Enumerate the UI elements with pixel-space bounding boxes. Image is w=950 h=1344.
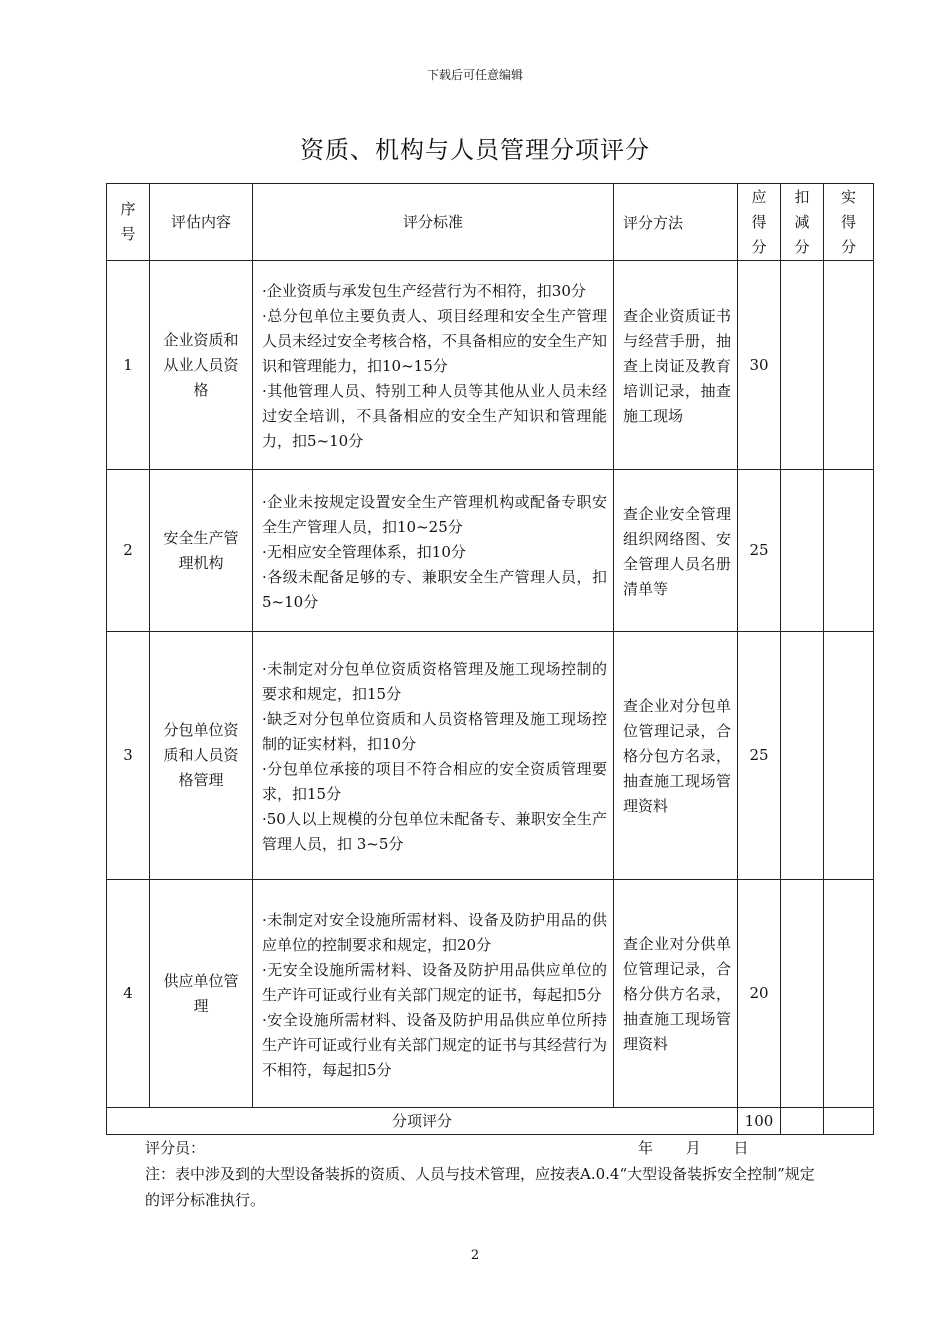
- row-content: 企业资质和从业人员资格: [150, 261, 253, 470]
- total-deduct[interactable]: [781, 1108, 824, 1135]
- row-criteria: [253, 880, 614, 1108]
- row-actual[interactable]: [824, 470, 874, 632]
- row-actual[interactable]: [824, 632, 874, 880]
- table-row: [107, 470, 874, 632]
- row-no: 3: [107, 632, 150, 880]
- rater-label: 评分员：: [145, 1139, 206, 1157]
- row-criteria: [253, 632, 614, 880]
- header-note: 下载后可任意编辑: [426, 68, 523, 82]
- criteria-item: ·无安全设施所需材料、设备及防护用品供应单位的生产许可证或行业有关部门规定的证书，每起扣5分: [262, 960, 607, 1004]
- criteria-item: ·企业未按规定设置安全生产管理机构或配备专职安全生产管理人员，扣10~25分: [262, 492, 607, 536]
- row-method: 查企业安全管理组织网络图、安全管理人员名册清单等: [614, 470, 738, 632]
- page-title: 资质、机构与人员管理分项评分: [300, 136, 650, 164]
- row-content: 供应单位管理: [150, 880, 253, 1108]
- total-actual[interactable]: [824, 1108, 874, 1135]
- table-row: [107, 261, 874, 470]
- table-header-row: [107, 184, 874, 261]
- row-deduct[interactable]: [781, 880, 824, 1108]
- table-row: [107, 880, 874, 1108]
- row-score: 25: [738, 632, 781, 880]
- total-row: [107, 1108, 874, 1135]
- row-score: 30: [738, 261, 781, 470]
- row-method: 查企业资质证书与经营手册，抽查上岗证及教育培训记录，抽查施工现场: [614, 261, 738, 470]
- row-no: 4: [107, 880, 150, 1108]
- header-content: 评估内容: [150, 184, 253, 261]
- row-actual[interactable]: [824, 880, 874, 1108]
- scoring-table: [106, 183, 874, 1135]
- criteria-item: ·未制定对安全设施所需材料、设备及防护用品的供应单位的控制要求和规定，扣20分: [262, 910, 607, 954]
- criteria-item: ·50人以上规模的分包单位未配备专、兼职安全生产管理人员，扣 3~5分: [262, 810, 607, 853]
- header-deduct: 扣减分: [781, 184, 824, 261]
- row-no: 2: [107, 470, 150, 632]
- criteria-item: ·企业资质与承发包生产经营行为不相符，扣30分: [262, 282, 586, 300]
- row-deduct[interactable]: [781, 261, 824, 470]
- row-method: 查企业对分供单位管理记录，合格分供方名录，抽查施工现场管理资料: [614, 880, 738, 1108]
- row-actual[interactable]: [824, 261, 874, 470]
- table-row: [107, 632, 874, 880]
- criteria-item: ·总分包单位主要负责人、项目经理和安全生产管理人员未经过安全考核合格，不具备相应的安全生产知识和管理能力，扣10~15分: [262, 307, 608, 375]
- header-criteria: 评分标准: [253, 184, 614, 261]
- row-no: 1: [107, 261, 150, 470]
- row-criteria: [253, 261, 614, 470]
- page-number: 2: [470, 1248, 480, 1263]
- row-criteria: [253, 470, 614, 632]
- row-content: 安全生产管理机构: [150, 470, 253, 632]
- row-content: 分包单位资质和人员资格管理: [150, 632, 253, 880]
- criteria-item: ·未制定对分包单位资质资格管理及施工现场控制的要求和规定，扣15分: [262, 660, 607, 703]
- header-actual: 实得分: [824, 184, 874, 261]
- row-score: 25: [738, 470, 781, 632]
- date-label: 年 月 日: [638, 1139, 749, 1157]
- row-method: 查企业对分包单位管理记录，合格分包方名录，抽查施工现场管理资料: [614, 632, 738, 880]
- header-method: 评分方法: [614, 184, 738, 261]
- total-label: 分项评分: [107, 1108, 738, 1135]
- row-deduct[interactable]: [781, 470, 824, 632]
- header-no: 序号: [107, 184, 150, 261]
- footnote: 注：表中涉及到的大型设备装拆的资质、人员与技术管理，应按表A.0.4“大型设备装拆安全控制”规定的评分标准执行。: [145, 1165, 815, 1209]
- header-should-score: 应得分: [738, 184, 781, 261]
- row-deduct[interactable]: [781, 632, 824, 880]
- total-score: 100: [738, 1108, 781, 1135]
- criteria-item: ·各级未配备足够的专、兼职安全生产管理人员，扣5~10分: [262, 567, 607, 611]
- criteria-item: ·安全设施所需材料、设备及防护用品供应单位所持生产许可证或行业有关部门规定的证书与其经营行为不相符，每起扣5分: [262, 1010, 608, 1079]
- criteria-item: ·分包单位承接的项目不符合相应的安全资质管理要求，扣15分: [262, 760, 607, 803]
- row-score: 20: [738, 880, 781, 1108]
- criteria-item: ·其他管理人员、特别工种人员等其他从业人员未经过安全培训，不具备相应的安全生产知识和管理能力，扣5~10分: [262, 382, 607, 450]
- criteria-item: ·无相应安全管理体系，扣10分: [262, 542, 466, 561]
- criteria-item: ·缺乏对分包单位资质和人员资格管理及施工现场控制的证实材料，扣10分: [262, 710, 607, 753]
